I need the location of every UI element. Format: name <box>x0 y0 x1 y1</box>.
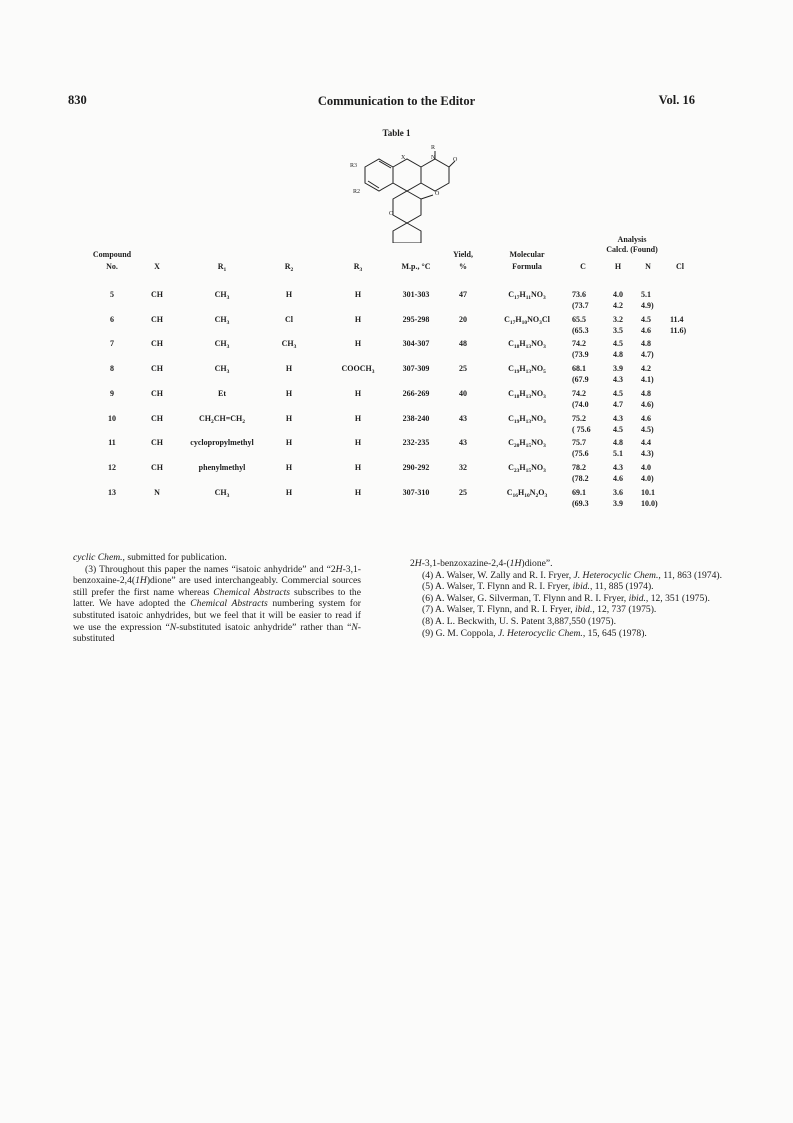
analysis-found-c: (69.3 <box>572 498 589 508</box>
analysis-found-n: 4.5) <box>641 424 654 434</box>
table-cell-x: CH <box>151 290 163 299</box>
col-header-r1: $R_1$ <box>217 262 227 273</box>
table-cell-r2: H <box>285 290 293 299</box>
reference-note: (9) G. M. Coppola, J. Heterocyclic Chem., 15, 645 (1978). <box>422 627 647 639</box>
table-cell-mp: 266-269 <box>402 388 430 398</box>
analysis-found-h: 5.1 <box>613 449 623 459</box>
analysis-found-c: (78.2 <box>572 473 589 483</box>
table-cell-r1: $CH_3$ <box>214 339 230 351</box>
table-cell-formula: $C_{19}H_{13}NO_3$ <box>508 413 546 425</box>
table-cell-no: 10 <box>108 413 116 423</box>
analysis-calc-n: 4.8 <box>641 388 651 398</box>
table-cell-mp: 295-298 <box>402 314 430 324</box>
structure-label-carbonyl-o: O <box>453 157 458 163</box>
structure-label-n: N <box>431 155 436 161</box>
col-header-compound: Compound <box>92 250 132 259</box>
analysis-found-n: 4.0) <box>641 473 654 483</box>
col-header-yield: Yield, <box>453 250 473 259</box>
page-number: 830 <box>68 93 87 107</box>
table-cell-r1: Et <box>218 388 226 398</box>
table-cell-r3: H <box>354 290 362 299</box>
analysis-found-c: (73.9 <box>572 350 589 360</box>
table-cell-r3: H <box>354 462 362 472</box>
table-cell-yield: 25 <box>459 364 467 374</box>
analysis-found-c: (67.9 <box>572 375 589 385</box>
analysis-calc-c: 74.2 <box>572 388 586 398</box>
analysis-found-c: (73.7 <box>572 301 589 310</box>
structure-label-r2: R2 <box>353 189 361 195</box>
analysis-calc-n: 4.6 <box>641 413 651 423</box>
table-cell-r1: $CH_3$ <box>214 314 230 326</box>
analysis-calc-n: 4.5 <box>641 314 651 324</box>
reference-note: (5) A. Walser, T. Flynn and R. I. Fryer, ibid., 11, 885 (1974). <box>422 581 654 593</box>
analysis-found-n: 4.6) <box>641 399 654 409</box>
analysis-calc-n: 5.1 <box>641 290 651 299</box>
table-cell-formula: $C_{16}H_{10}N_2O_3$ <box>506 487 548 499</box>
analysis-calc-c: 68.1 <box>572 364 586 374</box>
structure-label-ketone-o: O <box>435 191 440 197</box>
analysis-found-h: 3.5 <box>613 325 623 335</box>
analysis-calc-c: 75.7 <box>572 438 586 448</box>
analysis-found-h: 4.5 <box>613 424 623 434</box>
continued-text: cyclic Chem., submitted for publication. <box>73 552 227 563</box>
col-header-compound-no: No. <box>106 262 118 271</box>
analysis-calc-n: 10.1 <box>641 487 655 497</box>
analysis-calc-h: 4.0 <box>613 290 623 299</box>
table-cell-r1: $CH_3$ <box>214 487 230 499</box>
analysis-found-c: (75.6 <box>572 449 589 459</box>
analysis-calc-n: 4.2 <box>641 364 651 374</box>
table-cell-r2: H <box>285 388 293 398</box>
analysis-found-h: 4.6 <box>613 473 623 483</box>
col-header-c: C <box>580 262 586 271</box>
analysis-calc-n: 4.8 <box>641 339 651 349</box>
analysis-found-h: 3.9 <box>613 498 623 508</box>
analysis-found-cl: 11.6) <box>670 325 687 335</box>
analysis-calc-c: 69.1 <box>572 487 586 497</box>
col-header-r3: $R_3$ <box>353 262 363 273</box>
analysis-found-n: 4.9) <box>641 301 654 310</box>
analysis-found-c: (65.3 <box>572 325 589 335</box>
reference-note: (4) A. Walser, W. Zally and R. I. Fryer, J. Heterocyclic Chem., 11, 863 (1974). <box>422 569 722 581</box>
analysis-found-h: 4.8 <box>613 350 623 360</box>
table-cell-x: CH <box>151 438 163 448</box>
table-cell-formula: $C_{18}H_{13}NO_3$ <box>508 388 546 400</box>
reference-note: (7) A. Walser, T. Flynn, and R. I. Fryer, ibid., 12, 737 (1975). <box>422 604 657 616</box>
table-cell-r2: H <box>285 413 293 423</box>
table-cell-formula: $C_{23}H_{15}NO_3$ <box>508 462 546 474</box>
analysis-calc-h: 4.8 <box>613 438 623 448</box>
table-cell-yield: 25 <box>459 487 467 497</box>
table-cell-r1: phenylmethyl <box>198 462 246 472</box>
analysis-calc-h: 4.5 <box>613 388 623 398</box>
analysis-calc-h: 4.3 <box>613 413 623 423</box>
table-cell-x: CH <box>151 462 163 472</box>
table-cell-mp: 232-235 <box>402 438 430 448</box>
table-cell-r2: Cl <box>285 314 293 324</box>
table-cell-r1: $CH_2CH=CH_2$ <box>198 413 246 425</box>
table-cell-formula: $C_{17}H_{11}NO_3$ <box>508 290 546 301</box>
table-cell-r2: H <box>285 364 293 374</box>
table-cell-r3: H <box>354 339 362 349</box>
table-cell-no: 13 <box>108 487 116 497</box>
analysis-calc-c: 73.6 <box>572 290 586 299</box>
col-header-r2: $R_2$ <box>284 262 294 273</box>
chemical-structure-diagram <box>335 143 460 243</box>
table-cell-x: CH <box>151 314 163 324</box>
analysis-found-c: ( 75.6 <box>572 424 591 434</box>
col-header-x: X <box>154 262 160 271</box>
table-cell-yield: 32 <box>459 462 467 472</box>
table-cell-no: 12 <box>108 462 116 472</box>
table-cell-r1: $CH_3$ <box>214 364 230 376</box>
table-cell-no: 9 <box>110 388 114 398</box>
analysis-found-c: (74.0 <box>572 399 589 409</box>
analysis-calc-h: 3.6 <box>613 487 623 497</box>
table-cell-yield: 43 <box>459 438 467 448</box>
analysis-found-h: 4.7 <box>613 399 623 409</box>
structure-label-r3: R3 <box>350 163 358 169</box>
table-cell-no: 8 <box>110 364 114 374</box>
analysis-found-n: 4.6 <box>641 325 651 335</box>
reference-note: (6) A. Walser, G. Silverman, T. Flynn and R. I. Fryer, ibid., 12, 351 (1975). <box>422 592 710 604</box>
analysis-calc-c: 78.2 <box>572 462 586 472</box>
table-cell-x: CH <box>151 388 163 398</box>
structure-label-ring-o: O <box>389 211 394 217</box>
table-title: Table 1 <box>382 128 411 138</box>
analysis-header: Analysis <box>617 235 647 244</box>
table-cell-x: CH <box>151 364 163 374</box>
table-cell-no: 11 <box>108 438 116 448</box>
text-column-right <box>410 558 722 639</box>
table-cell-x: N <box>154 487 160 497</box>
table-cell-r1: cyclopropylmethyl <box>190 438 254 448</box>
table-cell-x: CH <box>151 413 163 423</box>
analysis-calc-h: 4.5 <box>613 339 623 349</box>
col-header-formula-2: Formula <box>512 262 542 271</box>
table-cell-yield: 48 <box>459 339 467 349</box>
analysis-calc-h: 3.2 <box>613 314 623 324</box>
running-title: Communication to the Editor <box>317 94 476 108</box>
text-column-left <box>73 552 361 645</box>
table-cell-r3: H <box>354 388 362 398</box>
table-cell-r3: H <box>354 438 362 448</box>
reference-note: (8) A. L. Beckwith, U. S. Patent 3,887,550 (1975). <box>422 615 616 627</box>
analysis-found-n: 4.3) <box>641 449 654 459</box>
table-cell-mp: 301-303 <box>402 290 430 299</box>
continued-text: 2H-3,1-benzoxazine-2,4-(1H)dione”. <box>410 558 553 569</box>
col-header-mp: M.p., °C <box>401 262 431 271</box>
table-cell-formula: $C_{17}H_{10}NO_3Cl$ <box>504 314 550 326</box>
table-cell-r1: $CH_3$ <box>214 290 230 301</box>
analysis-calc-n: 4.0 <box>641 462 651 472</box>
col-header-h: H <box>614 262 622 271</box>
analysis-calc-c: 65.5 <box>572 314 586 324</box>
table-cell-yield: 40 <box>459 388 467 398</box>
analysis-calc-cl: 11.4 <box>670 314 684 324</box>
table-cell-formula: $C_{18}H_{13}NO_3$ <box>508 339 546 351</box>
page-header <box>0 93 793 111</box>
col-header-n: N <box>645 262 651 271</box>
volume-label: Vol. 16 <box>658 93 695 107</box>
analysis-subheader: Calcd. (Found) <box>606 245 658 254</box>
analysis-calc-n: 4.4 <box>641 438 651 448</box>
col-header-cl: Cl <box>676 262 684 271</box>
col-header-yield-pct: % <box>459 262 467 271</box>
table-cell-mp: 307-309 <box>402 364 430 374</box>
table-cell-r3: H <box>354 314 362 324</box>
structure-label-r: R <box>431 145 436 151</box>
table-cell-mp: 304-307 <box>402 339 430 349</box>
analysis-found-n: 4.7) <box>641 350 654 360</box>
analysis-found-h: 4.2 <box>613 301 623 310</box>
structure-label-x: X <box>401 155 406 161</box>
table-cell-r3: H <box>354 413 362 423</box>
col-header-formula: Molecular <box>509 250 545 259</box>
analysis-found-n: 10.0) <box>641 498 658 508</box>
table-cell-r2: H <box>285 487 293 497</box>
table-cell-r2: $CH_3$ <box>281 339 297 351</box>
table-cell-mp: 307-310 <box>402 487 430 497</box>
table-cell-no: 7 <box>110 339 114 349</box>
table-cell-formula: $C_{19}H_{13}NO_5$ <box>508 364 546 376</box>
table-cell-x: CH <box>151 339 163 349</box>
analysis-calc-c: 75.2 <box>572 413 586 423</box>
table-cell-r3: $COOCH_3$ <box>341 364 375 376</box>
analysis-calc-h: 3.9 <box>613 364 623 374</box>
table-cell-no: 5 <box>110 290 114 299</box>
reference-note: (3) Throughout this paper the names “isatoic anhydride” and “2H-3,1-benzoxaine-2,4(1H)dione” are used interchangeably. Commercial sources still prefer the first name whereas Chemical Abstracts subscribes to the latter. We have adopted the Chemical Abstracts numbering system for substituted isatoic anhydrides, but we feel that it will be easier to read if we use the expression “N-substituted isatoic anhydride” rather than “N-substituted <box>73 563 361 645</box>
table-cell-mp: 238-240 <box>402 413 430 423</box>
table-cell-r3: H <box>354 487 362 497</box>
table-cell-no: 6 <box>110 314 114 324</box>
analysis-calc-c: 74.2 <box>572 339 586 349</box>
table-cell-formula: $C_{20}H_{15}NO_3$ <box>508 438 546 450</box>
table-cell-yield: 20 <box>459 314 467 324</box>
table-cell-yield: 43 <box>459 413 467 423</box>
table-cell-yield: 47 <box>459 290 467 299</box>
table-cell-r2: H <box>285 438 293 448</box>
analysis-calc-h: 4.3 <box>613 462 623 472</box>
analysis-found-n: 4.1) <box>641 375 654 385</box>
table-cell-mp: 290-292 <box>402 462 430 472</box>
table-cell-r2: H <box>285 462 293 472</box>
analysis-found-h: 4.3 <box>613 375 623 385</box>
